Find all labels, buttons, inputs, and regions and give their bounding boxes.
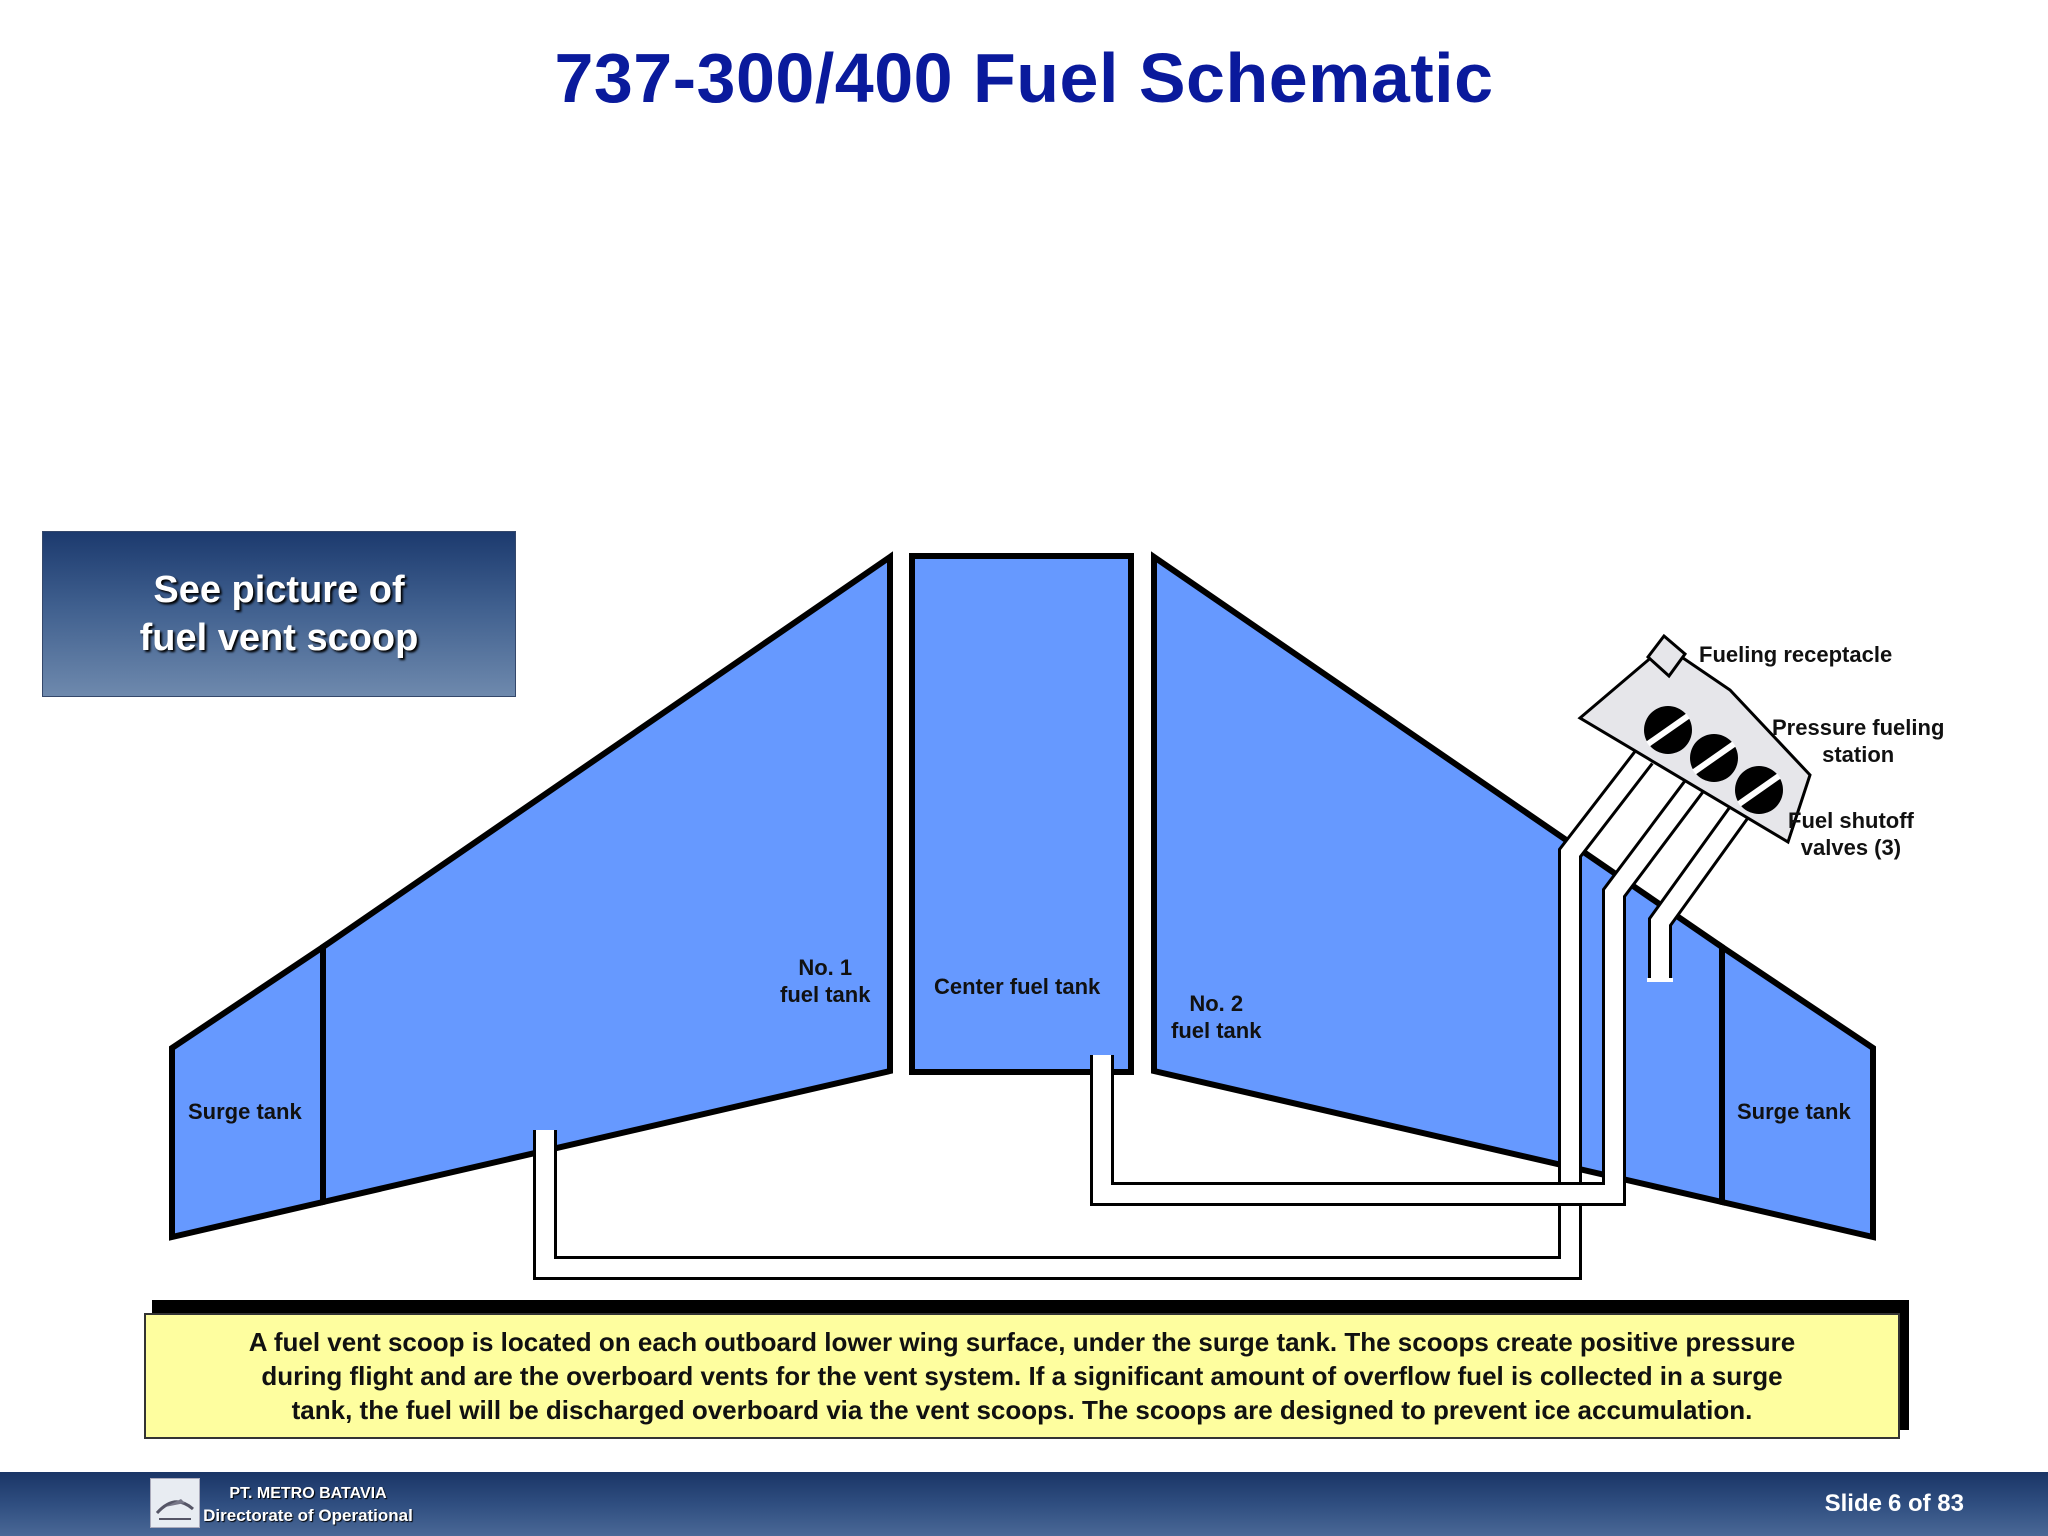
valve-icon [1735,766,1783,814]
note-box [144,1313,1900,1439]
logo-icon [150,1478,200,1528]
no2-tank-label-line1: No. 2 [1189,991,1244,1016]
shutoff-label-line2: valves (3) [1800,835,1902,860]
slide-counter [1819,1490,1964,1518]
no2-tank-label-line2: fuel tank [1171,1018,1262,1043]
no2-tank-label [1171,990,1261,1044]
scoop-button-line2: fuel vent scoop [139,617,419,659]
directorate-name: Directorate of Operational [203,1506,413,1525]
footer-bar [0,1472,2048,1536]
pressure-fueling-label-line2: station [1822,742,1895,767]
right-surge-tank [1722,947,1873,1237]
note-line3: tank, the fuel will be discharged overboard via the vent scoops. The scoops are designed to prevent ice accumulation. [291,1395,1753,1425]
no1-tank-label-line1: No. 1 [798,955,853,980]
see-fuel-vent-scoop-button[interactable] [42,531,516,697]
left-surge-tank [172,947,323,1237]
shutoff-label-line1: Fuel shutoff [1788,808,1914,833]
slide-label: Slide [1824,1490,1882,1517]
company-name: PT. METRO BATAVIA [229,1485,387,1502]
surge-tank-right-label: Surge tank [1737,1099,1851,1124]
fueling-receptacle-label: Fueling receptacle [1699,642,1893,667]
pressure-fueling-station-label [1772,714,1944,768]
no1-tank-label [780,954,870,1008]
note-line2: during flight and are the overboard vents for the vent system. If a significant amount of overflow fuel is collected in a surge [261,1361,1783,1391]
fuel-shutoff-valves-label [1788,807,1914,861]
slide-number: 6 of 83 [1887,1490,1964,1517]
valve-icon [1690,734,1738,782]
valve-icon [1644,706,1692,754]
no1-tank-label-line2: fuel tank [780,982,871,1007]
surge-tank-left-label: Surge tank [188,1099,302,1124]
center-tank-label: Center fuel tank [934,974,1101,999]
scoop-button-line1: See picture of [153,569,405,611]
note-line1: A fuel vent scoop is located on each outboard lower wing surface, under the surge tank. The scoops create positive pressure [248,1327,1796,1357]
pressure-fueling-label-line1: Pressure fueling [1772,715,1945,740]
page-title: 737-300/400 Fuel Schematic [554,39,1494,117]
